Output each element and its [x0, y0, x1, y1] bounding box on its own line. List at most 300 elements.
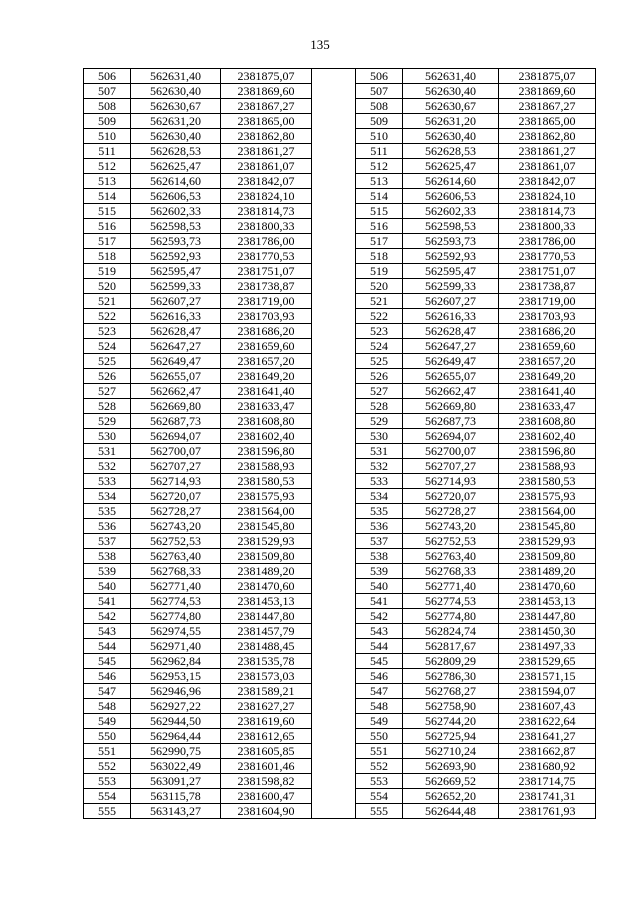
column-gap-cell [312, 774, 356, 789]
table-row [84, 729, 596, 744]
table-row [84, 579, 596, 594]
right-point-number-cell: 544 [356, 639, 403, 654]
left-y-coordinate-cell: 2381719,00 [221, 294, 312, 309]
right-y-coordinate-cell: 2381786,00 [499, 234, 596, 249]
table-row [84, 429, 596, 444]
left-point-number-cell: 519 [84, 264, 131, 279]
left-x-coordinate-cell: 562593,73 [131, 234, 221, 249]
left-x-coordinate-cell: 562628,53 [131, 144, 221, 159]
left-x-coordinate-cell: 562752,53 [131, 534, 221, 549]
right-x-coordinate-cell: 562614,60 [403, 174, 499, 189]
table-row [84, 114, 596, 129]
right-y-coordinate-cell: 2381489,20 [499, 564, 596, 579]
right-point-number-cell: 543 [356, 624, 403, 639]
left-y-coordinate-cell: 2381869,60 [221, 84, 312, 99]
right-point-number-cell: 523 [356, 324, 403, 339]
left-y-coordinate-cell: 2381865,00 [221, 114, 312, 129]
table-row [84, 129, 596, 144]
left-y-coordinate-cell: 2381596,80 [221, 444, 312, 459]
table-row [84, 219, 596, 234]
column-gap-cell [312, 789, 356, 804]
left-x-coordinate-cell: 562628,47 [131, 324, 221, 339]
left-point-number-cell: 551 [84, 744, 131, 759]
column-gap-cell [312, 264, 356, 279]
right-x-coordinate-cell: 562817,67 [403, 639, 499, 654]
left-y-coordinate-cell: 2381627,27 [221, 699, 312, 714]
left-point-number-cell: 529 [84, 414, 131, 429]
left-point-number-cell: 553 [84, 774, 131, 789]
right-point-number-cell: 506 [356, 69, 403, 84]
left-x-coordinate-cell: 562595,47 [131, 264, 221, 279]
right-point-number-cell: 526 [356, 369, 403, 384]
left-x-coordinate-cell: 562630,40 [131, 84, 221, 99]
left-x-coordinate-cell: 562714,93 [131, 474, 221, 489]
column-gap-cell [312, 309, 356, 324]
right-x-coordinate-cell: 562649,47 [403, 354, 499, 369]
column-gap-cell [312, 714, 356, 729]
right-y-coordinate-cell: 2381575,93 [499, 489, 596, 504]
left-point-number-cell: 550 [84, 729, 131, 744]
left-x-coordinate-cell: 562631,20 [131, 114, 221, 129]
table-row [84, 234, 596, 249]
right-point-number-cell: 519 [356, 264, 403, 279]
right-x-coordinate-cell: 562644,48 [403, 804, 499, 819]
right-y-coordinate-cell: 2381596,80 [499, 444, 596, 459]
right-y-coordinate-cell: 2381770,53 [499, 249, 596, 264]
left-x-coordinate-cell: 562763,40 [131, 549, 221, 564]
table-row [84, 474, 596, 489]
right-point-number-cell: 555 [356, 804, 403, 819]
left-x-coordinate-cell: 562625,47 [131, 159, 221, 174]
right-point-number-cell: 522 [356, 309, 403, 324]
column-gap-cell [312, 669, 356, 684]
right-y-coordinate-cell: 2381714,75 [499, 774, 596, 789]
right-x-coordinate-cell: 562743,20 [403, 519, 499, 534]
column-gap-cell [312, 564, 356, 579]
right-x-coordinate-cell: 562707,27 [403, 459, 499, 474]
right-point-number-cell: 517 [356, 234, 403, 249]
table-row [84, 159, 596, 174]
left-point-number-cell: 532 [84, 459, 131, 474]
right-y-coordinate-cell: 2381741,31 [499, 789, 596, 804]
right-y-coordinate-cell: 2381865,00 [499, 114, 596, 129]
right-x-coordinate-cell: 562694,07 [403, 429, 499, 444]
left-y-coordinate-cell: 2381612,65 [221, 729, 312, 744]
left-point-number-cell: 527 [84, 384, 131, 399]
left-y-coordinate-cell: 2381800,33 [221, 219, 312, 234]
column-gap-cell [312, 504, 356, 519]
right-y-coordinate-cell: 2381862,80 [499, 129, 596, 144]
right-point-number-cell: 547 [356, 684, 403, 699]
column-gap-cell [312, 399, 356, 414]
column-gap-cell [312, 699, 356, 714]
table-row [84, 714, 596, 729]
table-row [84, 759, 596, 774]
left-point-number-cell: 528 [84, 399, 131, 414]
left-y-coordinate-cell: 2381509,80 [221, 549, 312, 564]
right-point-number-cell: 520 [356, 279, 403, 294]
right-y-coordinate-cell: 2381761,93 [499, 804, 596, 819]
right-point-number-cell: 530 [356, 429, 403, 444]
left-point-number-cell: 544 [84, 639, 131, 654]
column-gap-cell [312, 369, 356, 384]
right-y-coordinate-cell: 2381641,40 [499, 384, 596, 399]
right-y-coordinate-cell: 2381608,80 [499, 414, 596, 429]
right-point-number-cell: 524 [356, 339, 403, 354]
right-y-coordinate-cell: 2381529,93 [499, 534, 596, 549]
left-y-coordinate-cell: 2381875,07 [221, 69, 312, 84]
right-point-number-cell: 508 [356, 99, 403, 114]
right-x-coordinate-cell: 562710,24 [403, 744, 499, 759]
left-x-coordinate-cell: 562607,27 [131, 294, 221, 309]
left-x-coordinate-cell: 562592,93 [131, 249, 221, 264]
right-point-number-cell: 533 [356, 474, 403, 489]
table-row [84, 384, 596, 399]
right-x-coordinate-cell: 562771,40 [403, 579, 499, 594]
left-x-coordinate-cell: 562655,07 [131, 369, 221, 384]
left-point-number-cell: 546 [84, 669, 131, 684]
right-y-coordinate-cell: 2381719,00 [499, 294, 596, 309]
table-row [84, 594, 596, 609]
right-point-number-cell: 546 [356, 669, 403, 684]
right-x-coordinate-cell: 562593,73 [403, 234, 499, 249]
right-x-coordinate-cell: 562606,53 [403, 189, 499, 204]
left-x-coordinate-cell: 562743,20 [131, 519, 221, 534]
table-row [84, 774, 596, 789]
right-point-number-cell: 518 [356, 249, 403, 264]
left-x-coordinate-cell: 562694,07 [131, 429, 221, 444]
left-point-number-cell: 514 [84, 189, 131, 204]
column-gap-cell [312, 84, 356, 99]
column-gap-cell [312, 489, 356, 504]
left-y-coordinate-cell: 2381447,80 [221, 609, 312, 624]
left-x-coordinate-cell: 562720,07 [131, 489, 221, 504]
right-y-coordinate-cell: 2381867,27 [499, 99, 596, 114]
left-point-number-cell: 540 [84, 579, 131, 594]
right-x-coordinate-cell: 562655,07 [403, 369, 499, 384]
right-x-coordinate-cell: 562607,27 [403, 294, 499, 309]
coordinates-table [83, 68, 596, 819]
left-point-number-cell: 507 [84, 84, 131, 99]
column-gap-cell [312, 249, 356, 264]
right-x-coordinate-cell: 562628,47 [403, 324, 499, 339]
right-y-coordinate-cell: 2381662,87 [499, 744, 596, 759]
right-y-coordinate-cell: 2381633,47 [499, 399, 596, 414]
left-y-coordinate-cell: 2381453,13 [221, 594, 312, 609]
left-y-coordinate-cell: 2381786,00 [221, 234, 312, 249]
right-x-coordinate-cell: 562599,33 [403, 279, 499, 294]
left-point-number-cell: 510 [84, 129, 131, 144]
column-gap-cell [312, 609, 356, 624]
right-y-coordinate-cell: 2381751,07 [499, 264, 596, 279]
column-gap-cell [312, 219, 356, 234]
column-gap-cell [312, 339, 356, 354]
left-x-coordinate-cell: 562974,55 [131, 624, 221, 639]
left-x-coordinate-cell: 563115,78 [131, 789, 221, 804]
left-y-coordinate-cell: 2381589,21 [221, 684, 312, 699]
left-x-coordinate-cell: 562707,27 [131, 459, 221, 474]
table-row [84, 789, 596, 804]
right-point-number-cell: 525 [356, 354, 403, 369]
right-y-coordinate-cell: 2381580,53 [499, 474, 596, 489]
left-point-number-cell: 538 [84, 549, 131, 564]
left-x-coordinate-cell: 562631,40 [131, 69, 221, 84]
right-y-coordinate-cell: 2381869,60 [499, 84, 596, 99]
left-x-coordinate-cell: 562700,07 [131, 444, 221, 459]
left-y-coordinate-cell: 2381703,93 [221, 309, 312, 324]
right-point-number-cell: 551 [356, 744, 403, 759]
left-y-coordinate-cell: 2381457,79 [221, 624, 312, 639]
left-y-coordinate-cell: 2381535,78 [221, 654, 312, 669]
right-x-coordinate-cell: 562774,80 [403, 609, 499, 624]
right-point-number-cell: 521 [356, 294, 403, 309]
right-point-number-cell: 528 [356, 399, 403, 414]
table-row [84, 69, 596, 84]
left-x-coordinate-cell: 562687,73 [131, 414, 221, 429]
left-point-number-cell: 518 [84, 249, 131, 264]
left-x-coordinate-cell: 562616,33 [131, 309, 221, 324]
left-x-coordinate-cell: 562771,40 [131, 579, 221, 594]
left-point-number-cell: 543 [84, 624, 131, 639]
right-point-number-cell: 535 [356, 504, 403, 519]
column-gap-cell [312, 474, 356, 489]
column-gap-cell [312, 729, 356, 744]
left-point-number-cell: 513 [84, 174, 131, 189]
left-y-coordinate-cell: 2381814,73 [221, 204, 312, 219]
left-point-number-cell: 535 [84, 504, 131, 519]
page-number: 135 [310, 37, 330, 52]
table-row [84, 684, 596, 699]
right-y-coordinate-cell: 2381588,93 [499, 459, 596, 474]
table-row [84, 459, 596, 474]
right-y-coordinate-cell: 2381875,07 [499, 69, 596, 84]
left-y-coordinate-cell: 2381842,07 [221, 174, 312, 189]
left-point-number-cell: 509 [84, 114, 131, 129]
column-gap-cell [312, 279, 356, 294]
right-point-number-cell: 513 [356, 174, 403, 189]
left-point-number-cell: 522 [84, 309, 131, 324]
right-point-number-cell: 507 [356, 84, 403, 99]
right-y-coordinate-cell: 2381680,92 [499, 759, 596, 774]
table-row [84, 699, 596, 714]
right-x-coordinate-cell: 562758,90 [403, 699, 499, 714]
column-gap-cell [312, 519, 356, 534]
left-y-coordinate-cell: 2381602,40 [221, 429, 312, 444]
table-row [84, 294, 596, 309]
right-point-number-cell: 548 [356, 699, 403, 714]
right-point-number-cell: 515 [356, 204, 403, 219]
left-x-coordinate-cell: 562599,33 [131, 279, 221, 294]
right-y-coordinate-cell: 2381641,27 [499, 729, 596, 744]
right-x-coordinate-cell: 562824,74 [403, 624, 499, 639]
column-gap-cell [312, 579, 356, 594]
column-gap-cell [312, 684, 356, 699]
column-gap-cell [312, 69, 356, 84]
table-row [84, 99, 596, 114]
left-point-number-cell: 526 [84, 369, 131, 384]
right-y-coordinate-cell: 2381649,20 [499, 369, 596, 384]
table-row [84, 354, 596, 369]
right-x-coordinate-cell: 562602,33 [403, 204, 499, 219]
right-y-coordinate-cell: 2381497,33 [499, 639, 596, 654]
table-row [84, 249, 596, 264]
right-x-coordinate-cell: 562687,73 [403, 414, 499, 429]
left-point-number-cell: 506 [84, 69, 131, 84]
table-row [84, 399, 596, 414]
column-gap-cell [312, 354, 356, 369]
left-x-coordinate-cell: 562598,53 [131, 219, 221, 234]
left-point-number-cell: 555 [84, 804, 131, 819]
right-y-coordinate-cell: 2381545,80 [499, 519, 596, 534]
right-point-number-cell: 527 [356, 384, 403, 399]
left-x-coordinate-cell: 562774,53 [131, 594, 221, 609]
right-x-coordinate-cell: 562592,93 [403, 249, 499, 264]
column-gap-cell [312, 804, 356, 819]
left-point-number-cell: 537 [84, 534, 131, 549]
right-y-coordinate-cell: 2381657,20 [499, 354, 596, 369]
column-gap-cell [312, 414, 356, 429]
left-x-coordinate-cell: 562946,96 [131, 684, 221, 699]
left-point-number-cell: 533 [84, 474, 131, 489]
left-point-number-cell: 508 [84, 99, 131, 114]
left-y-coordinate-cell: 2381861,07 [221, 159, 312, 174]
right-y-coordinate-cell: 2381659,60 [499, 339, 596, 354]
left-x-coordinate-cell: 562927,22 [131, 699, 221, 714]
column-gap-cell [312, 759, 356, 774]
table-row [84, 549, 596, 564]
right-point-number-cell: 514 [356, 189, 403, 204]
column-gap-cell [312, 324, 356, 339]
left-point-number-cell: 517 [84, 234, 131, 249]
right-x-coordinate-cell: 562728,27 [403, 504, 499, 519]
right-y-coordinate-cell: 2381607,43 [499, 699, 596, 714]
left-point-number-cell: 534 [84, 489, 131, 504]
left-point-number-cell: 530 [84, 429, 131, 444]
left-y-coordinate-cell: 2381470,60 [221, 579, 312, 594]
left-y-coordinate-cell: 2381862,80 [221, 129, 312, 144]
left-y-coordinate-cell: 2381641,40 [221, 384, 312, 399]
right-x-coordinate-cell: 562752,53 [403, 534, 499, 549]
right-point-number-cell: 534 [356, 489, 403, 504]
column-gap-cell [312, 459, 356, 474]
right-x-coordinate-cell: 562763,40 [403, 549, 499, 564]
right-y-coordinate-cell: 2381703,93 [499, 309, 596, 324]
right-x-coordinate-cell: 562669,52 [403, 774, 499, 789]
left-y-coordinate-cell: 2381824,10 [221, 189, 312, 204]
right-point-number-cell: 550 [356, 729, 403, 744]
column-gap-cell [312, 174, 356, 189]
left-x-coordinate-cell: 562953,15 [131, 669, 221, 684]
right-point-number-cell: 538 [356, 549, 403, 564]
table-row [84, 444, 596, 459]
table-row [84, 609, 596, 624]
right-x-coordinate-cell: 562725,94 [403, 729, 499, 744]
left-x-coordinate-cell: 562630,67 [131, 99, 221, 114]
coordinates-table-body [84, 69, 596, 819]
left-y-coordinate-cell: 2381580,53 [221, 474, 312, 489]
column-gap-cell [312, 189, 356, 204]
right-point-number-cell: 545 [356, 654, 403, 669]
column-gap-cell [312, 234, 356, 249]
left-point-number-cell: 552 [84, 759, 131, 774]
left-x-coordinate-cell: 562971,40 [131, 639, 221, 654]
table-row [84, 504, 596, 519]
column-gap-cell [312, 129, 356, 144]
left-y-coordinate-cell: 2381657,20 [221, 354, 312, 369]
left-y-coordinate-cell: 2381545,80 [221, 519, 312, 534]
column-gap-cell [312, 114, 356, 129]
left-x-coordinate-cell: 562768,33 [131, 564, 221, 579]
column-gap-cell [312, 144, 356, 159]
table-row [84, 744, 596, 759]
right-point-number-cell: 554 [356, 789, 403, 804]
column-gap-cell [312, 294, 356, 309]
right-x-coordinate-cell: 562768,27 [403, 684, 499, 699]
left-x-coordinate-cell: 562669,80 [131, 399, 221, 414]
table-row [84, 204, 596, 219]
left-x-coordinate-cell: 562630,40 [131, 129, 221, 144]
right-y-coordinate-cell: 2381453,13 [499, 594, 596, 609]
left-y-coordinate-cell: 2381659,60 [221, 339, 312, 354]
right-x-coordinate-cell: 562774,53 [403, 594, 499, 609]
right-x-coordinate-cell: 562662,47 [403, 384, 499, 399]
table-row [84, 624, 596, 639]
left-y-coordinate-cell: 2381633,47 [221, 399, 312, 414]
left-point-number-cell: 524 [84, 339, 131, 354]
left-x-coordinate-cell: 562606,53 [131, 189, 221, 204]
right-y-coordinate-cell: 2381470,60 [499, 579, 596, 594]
left-x-coordinate-cell: 562964,44 [131, 729, 221, 744]
left-y-coordinate-cell: 2381861,27 [221, 144, 312, 159]
left-x-coordinate-cell: 562662,47 [131, 384, 221, 399]
left-point-number-cell: 539 [84, 564, 131, 579]
left-y-coordinate-cell: 2381770,53 [221, 249, 312, 264]
left-x-coordinate-cell: 562649,47 [131, 354, 221, 369]
right-point-number-cell: 540 [356, 579, 403, 594]
left-point-number-cell: 515 [84, 204, 131, 219]
column-gap-cell [312, 534, 356, 549]
table-row [84, 489, 596, 504]
table-row [84, 189, 596, 204]
right-x-coordinate-cell: 562630,40 [403, 129, 499, 144]
right-x-coordinate-cell: 562652,20 [403, 789, 499, 804]
right-point-number-cell: 516 [356, 219, 403, 234]
right-x-coordinate-cell: 562598,53 [403, 219, 499, 234]
column-gap-cell [312, 654, 356, 669]
left-point-number-cell: 542 [84, 609, 131, 624]
left-point-number-cell: 525 [84, 354, 131, 369]
left-point-number-cell: 521 [84, 294, 131, 309]
right-x-coordinate-cell: 562693,90 [403, 759, 499, 774]
right-y-coordinate-cell: 2381686,20 [499, 324, 596, 339]
right-point-number-cell: 553 [356, 774, 403, 789]
left-y-coordinate-cell: 2381619,60 [221, 714, 312, 729]
column-gap-cell [312, 639, 356, 654]
table-row [84, 309, 596, 324]
right-y-coordinate-cell: 2381738,87 [499, 279, 596, 294]
right-x-coordinate-cell: 562768,33 [403, 564, 499, 579]
left-y-coordinate-cell: 2381608,80 [221, 414, 312, 429]
left-y-coordinate-cell: 2381564,00 [221, 504, 312, 519]
right-point-number-cell: 542 [356, 609, 403, 624]
left-x-coordinate-cell: 562774,80 [131, 609, 221, 624]
left-y-coordinate-cell: 2381529,93 [221, 534, 312, 549]
left-y-coordinate-cell: 2381588,93 [221, 459, 312, 474]
right-point-number-cell: 552 [356, 759, 403, 774]
table-row [84, 264, 596, 279]
column-gap-cell [312, 744, 356, 759]
left-point-number-cell: 536 [84, 519, 131, 534]
